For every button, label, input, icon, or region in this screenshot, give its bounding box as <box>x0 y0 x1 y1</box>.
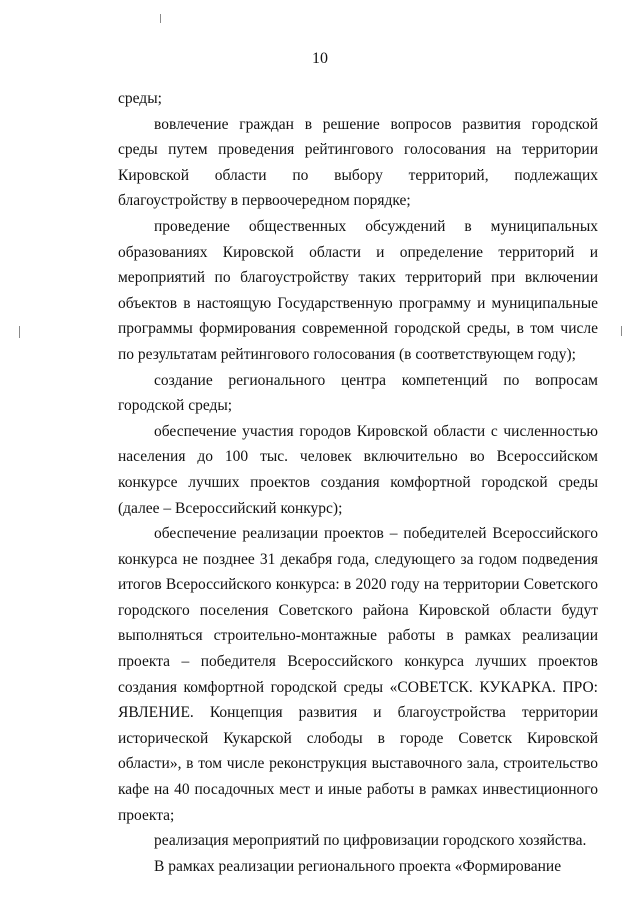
paragraph-3: проведение общественных обсуждений в муниципальных образованиях Кировской области и определение территорий и мероприятий по благоустройству таких территорий при включении объектов в настоящую Государственную программу и муниципальные программы формирования современной городской среды, в том числе по результатам рейтингового голосования (в соответствующем году); <box>118 217 598 363</box>
paragraph-4: создание регионального центра компетенций по вопросам городской среды; <box>118 371 598 415</box>
document-body <box>118 86 598 879</box>
paragraph-1: среды; <box>118 90 162 107</box>
scan-mark-right <box>621 326 622 336</box>
paragraph-7: реализация мероприятий по цифровизации городского хозяйства. <box>154 832 587 850</box>
scan-mark-left <box>19 326 20 338</box>
scan-mark-top <box>160 14 161 23</box>
paragraph-2: вовлечение граждан в решение вопросов развития городской среды путем проведения рейтингового голосования на территории Кировской области по выбору территорий, подлежащих благоустройству в первоочередном порядке; <box>118 115 598 210</box>
paragraph-6: обеспечение реализации проектов – победителей Всероссийского конкурса не позднее 31 декабря года, следующего за годом подведения итогов Всероссийского конкурса: в 2020 году на территории Советского городского поселения Советского района Кировской области будут выполняться строительно-монтажные работы в рамках реализации проекта – победителя Всероссийского конкурса лучших проектов создания комфортной городской среды «СОВЕТСК. КУКАРКА. ПРО: ЯВЛЕНИЕ. Концепция развития и благоустройства территории исторической Кукарской слободы в городе Советск Кировской области», в том числе реконструкция выставочного зала, строительство кафе на 40 посадочных мест и иные работы в рамках инвестиционного проекта; <box>118 525 598 824</box>
paragraph-8: В рамках реализации регионального проекта «Формирование <box>154 857 562 875</box>
paragraph-5: обеспечение участия городов Кировской области с численностью населения до 100 тыс. человек включительно во Всероссийском конкурсе лучших проектов создания комфортной городской среды (далее – Всероссийский конкурс); <box>118 422 598 517</box>
page-number: 10 <box>312 50 328 67</box>
